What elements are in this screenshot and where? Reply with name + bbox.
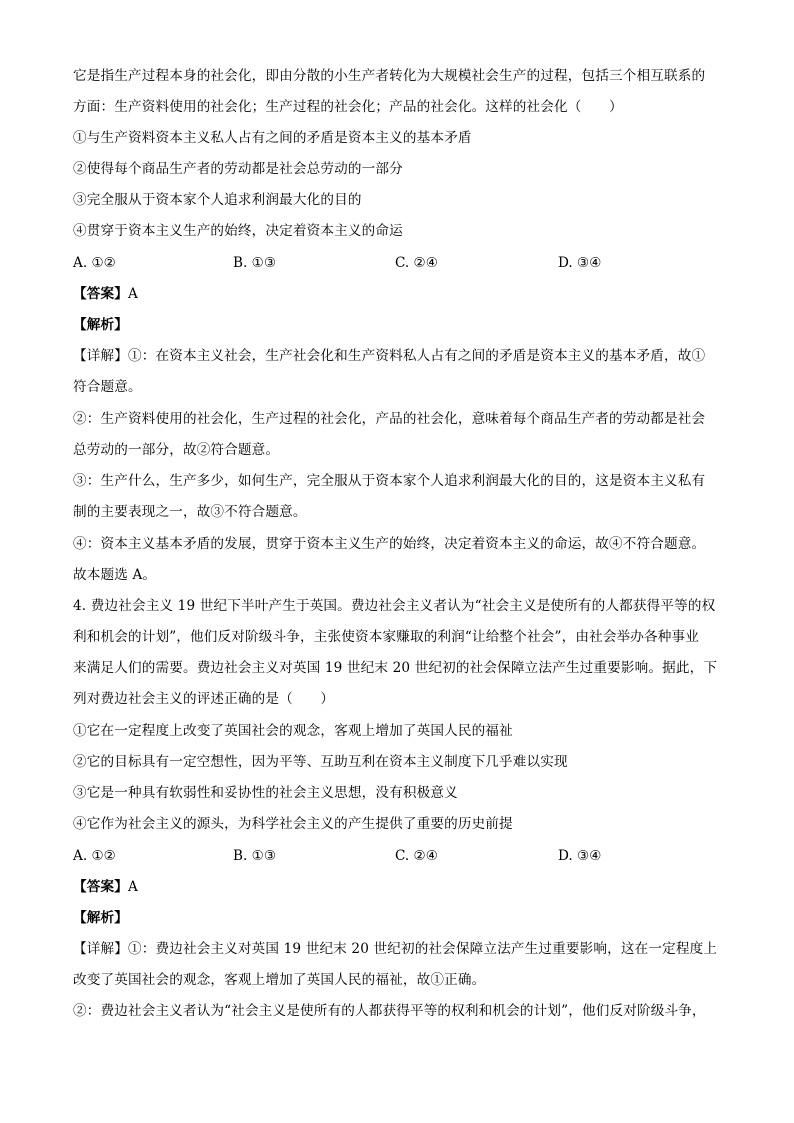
detail-line: 总劳动的一部分，故②符合题意。 bbox=[73, 442, 280, 458]
option-b: B. ①③ bbox=[233, 255, 277, 271]
analysis-label: 【解析】 bbox=[73, 910, 128, 926]
question-4-stem-line: 列对费边社会主义的评述正确的是（ ） bbox=[73, 691, 335, 707]
detail-line: 改变了英国社会的观念，客观上增加了英国人民的福祉，故①正确。 bbox=[73, 972, 486, 988]
detail-line: ③：生产什么，生产多少，如何生产，完全服从于资本家个人追求利润最大化的目的，这是资本主义私有 bbox=[73, 473, 706, 489]
answer-line bbox=[73, 877, 733, 897]
detail-line: 【详解】①：在资本主义社会，生产社会化和生产资料私人占有之间的矛盾是资本主义的基本矛盾，故① bbox=[73, 348, 706, 364]
statement-1: ①它在一定程度上改变了英国社会的观念，客观上增加了英国人民的福祉 bbox=[73, 723, 513, 739]
answer-tag: 【答案】 bbox=[73, 286, 128, 302]
option-c: C. ②④ bbox=[395, 848, 438, 864]
option-b: B. ①③ bbox=[233, 848, 277, 864]
question-4-stem-line: 利和机会的计划”，他们反对阶级斗争，主张使资本家赚取的利润“让给整个社会”，由社会举办各种事业 bbox=[73, 629, 700, 645]
statement-2: ②使得每个商品生产者的劳动都是社会总劳动的一部分 bbox=[73, 161, 403, 177]
question-4-stem-line: 4. 费边社会主义 19 世纪下半叶产生于英国。费边社会主义者认为“社会主义是使所有的人都获得平等的权 bbox=[73, 598, 716, 614]
option-a: A. ①② bbox=[73, 255, 116, 271]
detail-line: 【详解】①：费边社会主义对英国 19 世纪末 20 世纪初的社会保障立法产生过重要影响，这在一定程度上 bbox=[73, 941, 718, 957]
options-row bbox=[73, 846, 733, 866]
question-stem-line: 它是指生产过程本身的社会化，即由分散的小生产者转化为大规模社会生产的过程，包括三个相互联系的 bbox=[73, 68, 706, 84]
option-d: D. ③④ bbox=[558, 255, 602, 271]
question-4-stem-line: 来满足人们的需要。费边社会主义对英国 19 世纪末 20 世纪初的社会保障立法产生过重要影响。据此，下 bbox=[73, 660, 718, 676]
detail-line: 制的主要表现之一，故③不符合题意。 bbox=[73, 504, 307, 520]
statement-4: ④贯穿于资本主义生产的始终，决定着资本主义的命运 bbox=[73, 223, 403, 239]
statement-3: ③它是一种具有软弱性和妥协性的社会主义思想，没有积极意义 bbox=[73, 785, 458, 801]
answer-tag: 【答案】 bbox=[73, 879, 128, 895]
option-a: A. ①② bbox=[73, 848, 116, 864]
question-stem-line: 方面：生产资料使用的社会化；生产过程的社会化；产品的社会化。这样的社会化（ ） bbox=[73, 99, 623, 115]
option-d: D. ③④ bbox=[558, 848, 602, 864]
option-c: C. ②④ bbox=[395, 255, 438, 271]
statement-4: ④它作为社会主义的源头，为科学社会主义的产生提供了重要的历史前提 bbox=[73, 816, 513, 832]
detail-line: ②：生产资料使用的社会化，生产过程的社会化，产品的社会化，意味着每个商品生产者的劳动都是社会 bbox=[73, 411, 706, 427]
detail-line: ②：费边社会主义者认为“社会主义是使所有的人都获得平等的权利和机会的计划”，他们反对阶级斗争， bbox=[73, 1003, 706, 1019]
detail-line: ④：资本主义基本矛盾的发展，贯穿于资本主义生产的始终，决定着资本主义的命运，故④不符合题意。 bbox=[73, 536, 706, 552]
statement-2: ②它的目标具有一定空想性，因为平等、互助互利在资本主义制度下几乎难以实现 bbox=[73, 754, 568, 770]
statement-1: ①与生产资料资本主义私人占有之间的矛盾是资本主义的基本矛盾 bbox=[73, 130, 472, 146]
answer-value: A bbox=[127, 286, 138, 302]
answer-value: A bbox=[127, 879, 138, 895]
detail-line: 符合题意。 bbox=[73, 379, 142, 395]
analysis-label: 【解析】 bbox=[73, 317, 128, 333]
statement-3: ③完全服从于资本家个人追求利润最大化的目的 bbox=[73, 192, 362, 208]
detail-line: 故本题选 A。 bbox=[73, 567, 157, 583]
options-row bbox=[73, 253, 733, 273]
answer-line bbox=[73, 284, 733, 304]
